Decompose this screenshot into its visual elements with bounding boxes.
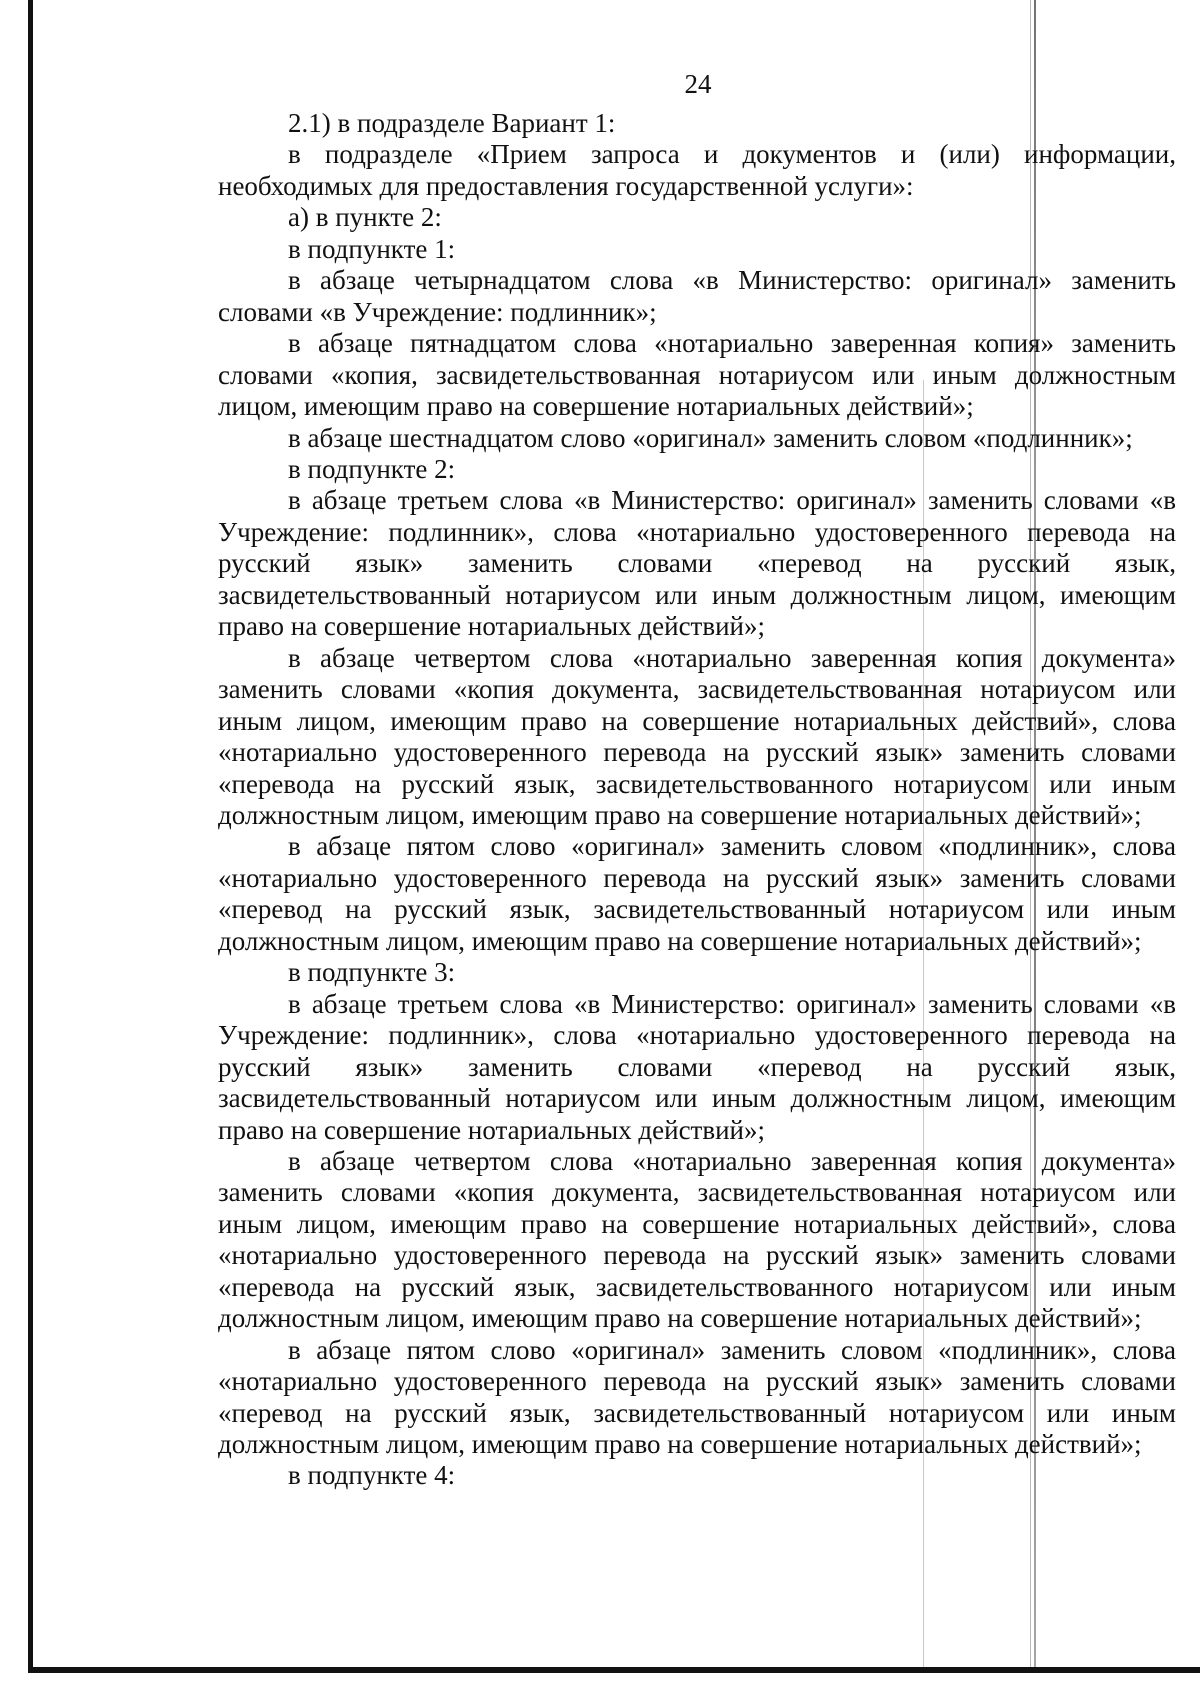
paragraph: 2.1) в подразделе Вариант 1:: [288, 108, 616, 138]
paragraph: в абзаце пятом слово «оригинал» заменить словом «подлинник», слова «нотариально удостоверенного перевода на русский язык» заменить словами «перевод на русский язык, засвидетельствованный нотариусом или иным должностным лицом, имеющим право на совершение нотариальных действий»;: [218, 831, 1176, 956]
paragraph: в абзаце третьем слова «в Министерство: оригинал» заменить словами «в Учреждение: подлинник», слова «нотариально удостоверенного перевода на русский язык» заменить словами «перевод на русский язык, засвидетельствованный нотариусом или иным должностным лицом, имеющим право на совершение нотариальных действий»;: [218, 485, 1176, 642]
document-body: [218, 108, 1176, 1492]
paragraph: в абзаце четырнадцатом слова «в Министерство: оригинал» заменить словами «в Учреждение: подлинник»;: [218, 265, 1176, 327]
scan-left-border: [28, 0, 33, 1672]
paragraph: в абзаце пятнадцатом слова «нотариально заверенная копия» заменить словами «копия, засвидетельствованная нотариусом или иным должностным лицом, имеющим право на совершение нотариальных действий»;: [218, 328, 1176, 422]
scan-bottom-border: [28, 1667, 1200, 1673]
page-number: 24: [684, 69, 712, 99]
paragraph: в подпункте 2:: [288, 453, 456, 484]
paragraph: в абзаце четвертом слова «нотариально заверенная копия документа» заменить словами «копия документа, засвидетельствованная нотариусом или иным лицом, имеющим право на совершение нотариальных действий», слова «нотариально удостоверенного перевода на русский язык» заменить словами «перевода на русский язык, засвидетельствованного нотариусом или иным должностным лицом, имеющим право на совершение нотариальных действий»;: [218, 1145, 1176, 1334]
paragraph: в абзаце третьем слова «в Министерство: оригинал» заменить словами «в Учреждение: подлинник», слова «нотариально удостоверенного перевода на русский язык» заменить словами «перевод на русский язык, засвидетельствованный нотариусом или иным должностным лицом, имеющим право на совершение нотариальных действий»;: [218, 988, 1176, 1145]
paragraph: в подпункте 4:: [288, 1460, 456, 1491]
paragraph: в подразделе «Прием запроса и документов и (или) информации, необходимых для предоставления государственной услуги»:: [218, 139, 1176, 201]
paragraph: в абзаце шестнадцатом слово «оригинал» заменить словом «подлинник»;: [288, 422, 1133, 453]
paragraph: в абзаце пятом слово «оригинал» заменить словом «подлинник», слова «нотариально удостоверенного перевода на русский язык» заменить словами «перевод на русский язык, засвидетельствованный нотариусом или иным должностным лицом, имеющим право на совершение нотариальных действий»;: [218, 1334, 1176, 1460]
paragraph: в подпункте 1:: [288, 233, 456, 264]
paragraph: а) в пункте 2:: [288, 202, 442, 233]
paragraph: в абзаце четвертом слова «нотариально заверенная копия документа» заменить словами «копия документа, засвидетельствованная нотариусом или иным лицом, имеющим право на совершение нотариальных действий», слова «нотариально удостоверенного перевода на русский язык» заменить словами «перевода на русский язык, засвидетельствованного нотариусом или иным должностным лицом, имеющим право на совершение нотариальных действий»;: [218, 642, 1176, 830]
paragraph: в подпункте 3:: [288, 957, 456, 988]
